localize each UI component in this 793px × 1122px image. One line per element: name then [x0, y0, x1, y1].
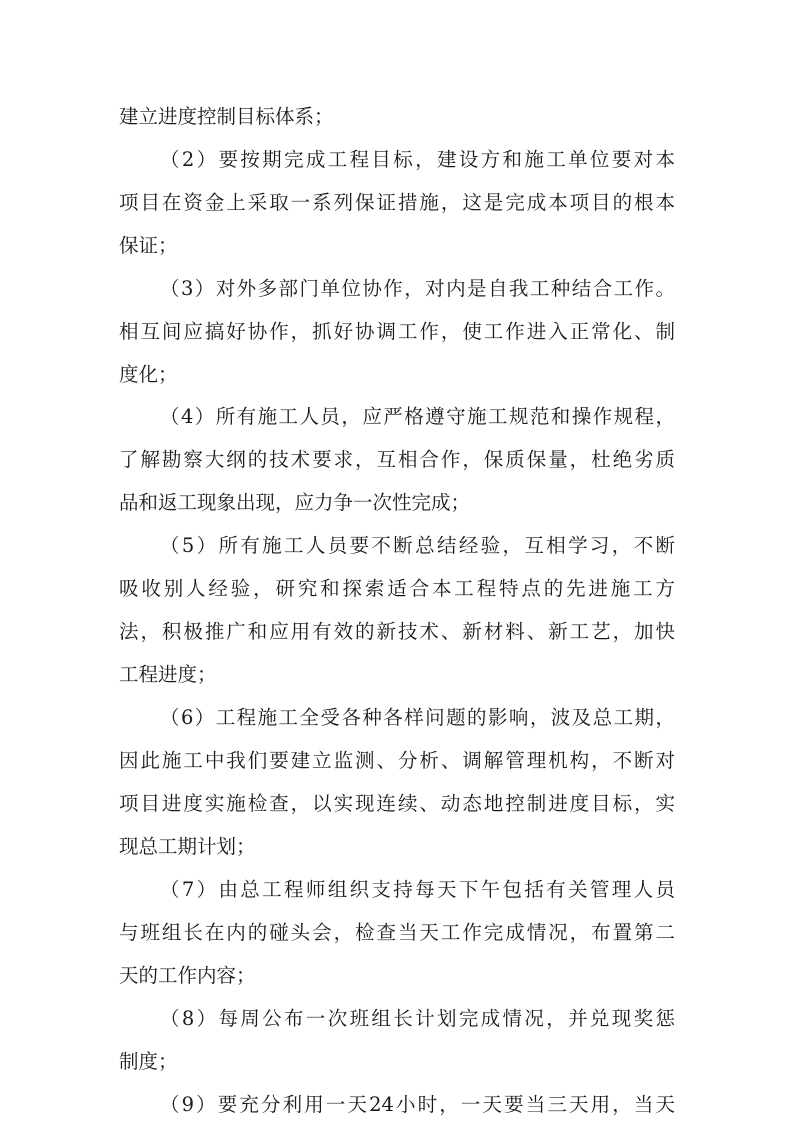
text-line: 现总工期计划；: [119, 835, 256, 858]
text-line: 度化；: [119, 363, 178, 386]
paragraph-8-line: （8）每周公布一次班组长计划完成情况，并兑现奖惩: [160, 1007, 675, 1030]
text-line: 工程进度；: [119, 663, 217, 686]
text-line: 因此施工中我们要建立监测、分析、调解管理机构，不断对: [119, 749, 675, 772]
paragraph-9-line: （9）要充分利用一天24小时，一天要当三天用，当天: [160, 1093, 675, 1116]
text-line: 吸收别人经验，研究和探索适合本工程特点的先进施工方: [119, 577, 675, 600]
text-line: 项目进度实施检查，以实现连续、动态地控制进度目标，实: [119, 792, 675, 815]
text-line: 天的工作内容；: [119, 964, 256, 987]
text-line: 项目在资金上采取一系列保证措施，这是完成本项目的根本: [119, 191, 675, 214]
text-line: 品和返工现象出现，应力争一次性完成；: [119, 491, 471, 514]
paragraph-3-line: （3）对外多部门单位协作，对内是自我工种结合工作。: [160, 277, 675, 300]
paragraph-5-line: （5）所有施工人员要不断总结经验，互相学习，不断: [160, 534, 675, 557]
text-line: 建立进度控制目标体系；: [119, 105, 334, 128]
paragraph-7-line: （7）由总工程师组织支持每天下午包括有关管理人员: [160, 878, 675, 901]
text-line: 相互间应搞好协作，抓好协调工作，使工作进入正常化、制: [119, 320, 675, 343]
text-line: 法，积极推广和应用有效的新技术、新材料、新工艺，加快: [119, 620, 675, 643]
text-line: 与班组长在内的碰头会，检查当天工作完成情况，布置第二: [119, 921, 675, 944]
paragraph-6-line: （6）工程施工全受各种各样问题的影响，波及总工期，: [160, 706, 675, 729]
paragraph-2-line: （2）要按期完成工程目标，建设方和施工单位要对本: [160, 148, 675, 171]
text-line: 了解勘察大纲的技术要求，互相合作，保质保量，杜绝劣质: [119, 448, 675, 471]
paragraph-4-line: （4）所有施工人员，应严格遵守施工规范和操作规程，: [160, 405, 675, 428]
text-line: 保证；: [119, 234, 178, 257]
text-line: 制度；: [119, 1050, 178, 1073]
